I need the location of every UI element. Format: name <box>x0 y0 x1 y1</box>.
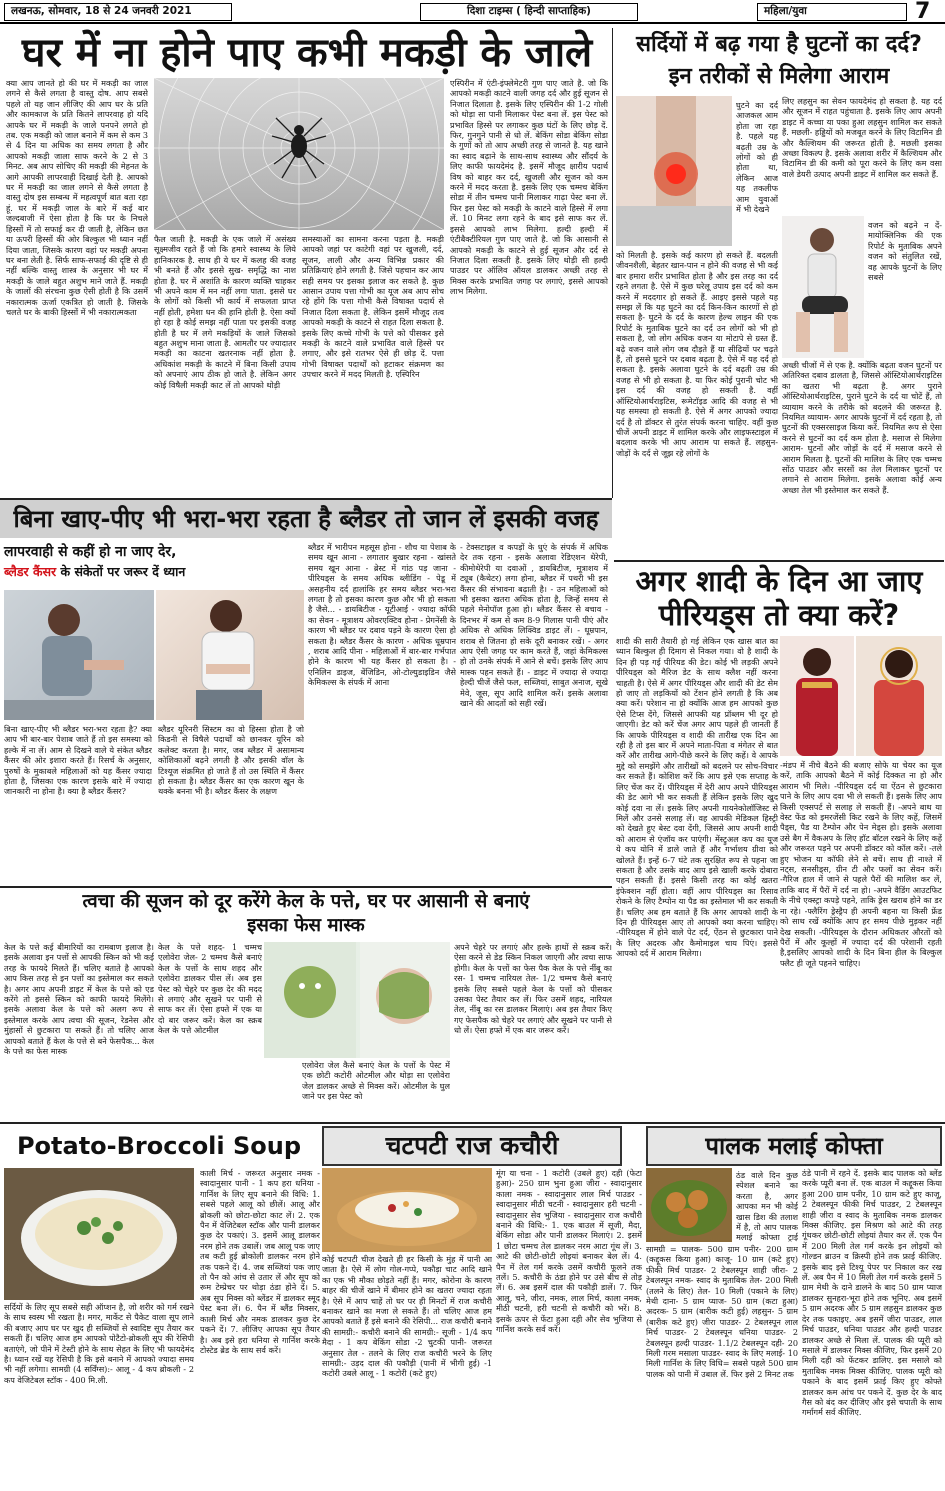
column-divider <box>612 28 613 498</box>
period-headline-line2: पीरियड्स तो क्या करें? <box>658 598 900 632</box>
bladder-headline: बिना खाए-पीए भी भरा-भरा रहता है ब्लैडर तो जान लें इसकी वजह <box>13 505 599 533</box>
woman-bladder-pain-photo-2 <box>156 590 304 720</box>
knee-column-2-mid: वजन को बढ़ने न दें- मायोक्लिनिक की एक रिपोर्ट के मुताबिक अपने वजन को संतुलित रखें, वह आपके घुटनों के लिए सबसे <box>868 220 942 283</box>
knee-photo-graphic <box>616 96 732 246</box>
kachori-photo <box>322 1168 492 1252</box>
woman-holding-knee-photo <box>782 216 864 358</box>
bladder-photo-1-graphic <box>4 590 154 720</box>
spider-column-4: एस्पिरीन में एंटी-इंफ्लेमेटरी गुण पाए जाते है. जो कि आपको मकड़ी काटने वाली जगह दर्द और हुई सूजन से निजात दिलाता है. इसके लिए एस्पिरीन की 1-2 गोली को थोड़ा सा पानी मिलाकर पेस्ट बना लें. इस पेस्ट को प्रभावित हिस्से पर लगाकर कुछ घंटों के लिए छोड़ दें. फिर, गुनगुने पानी से धो लें. बेकिंग सोडा बेकिंग सोडा के गुणों को तो आप अच्छी तरह से जानते है. यह खाने का स्वाद बढ़ाने के साथ-साथ स्वास्थ्य और सौंदर्य के लिए काफी फायदेमंद है. इसमें मौजूद क्षारीय पदार्थ विष को बाहर कर दर्द, खुजली और सूजन को कम करने में मदद करता है. इसके लिए एक चम्मच बेकिंग सोडा में तीन चम्मच पानी मिलाकर गाढ़ा पेस्ट बना लें. फिर इस पेस्ट को मकड़ी के काटने वाले हिस्से में लगा लें. 10 मिनट लगा रहने के बाद इसे साफ कर लें. इससे आपको लाभ मिलेगा. हल्दी हल्दी में एंटीबैक्टीरियल गुण पाए जाते है. जो कि आसानी से आपको मकड़ी के काटने से हुई सूजन और दर्द से निजात दिला सकती है. इसके लिए थोड़ी सी हल्दी पाउडर पर ऑलिव ऑयल डालकर अच्छी तरह से मिक्स करके प्रभावित जगह पर लगाएं, इससे आपको लाभ मिलेगा. <box>450 78 608 297</box>
bladder-column-1: बिना खाए-पीए भी ब्लैडर भरा-भरा रहता है? क्या आप भी बार-बार पेशाब जाते हैं तो इस समस्या को हल्के में ना लें। आम से दिखने वाले ये संकेत ब्लैडर कैंसर की ओर इशारा करते हैं। रिसर्च के अनुसार, पुरुषों के मुकाबले महिलाओं को यह कैंसर ज्यादा होता है, जिसका एक कारण इसके बारे में ज्यादा जानकारी ना होना है। क्या है ब्लैडर कैंसर? <box>4 724 152 797</box>
soup-column-2: काली मिर्च - जरूरत अनुसार नमक - स्वादानुसार पानी - 1 कप हरा धनिया - गार्निश के लिए सूप बनाने की विधि: 1. सबसे पहले आलू को छीलें। आलू और ब्रोकली को छोटा-छोटा काट लें। 2. एक पैन में वेजिटेबल स्टॉक और पानी डालकर कुछ देर पकाएं। 3. इसमें आलू डालकर नरम होने तक उबालें। जब आलू पक जाए तब कटी हुई ब्रोकोली डालकर नरम होने तक पकने दें। 4. जब सब्जियां पक जाए तो पैन को आंच से उतार लें और सूप को रूम टेम्प्रेचर पर थोड़ा ठंडा होने दें। 5. अब सूप मिक्स को ब्लेंडर में डालकर स्मूद पेस्ट बना लें। 6. पैन में ब्लैंड मिक्सर, काली मिर्च और नमक डालकर कुछ देर पकने दें। 7. लीजिए आपका सूप तैयार है। अब इसे हरा धनिया से गार्निश करके टोस्टेड ब्रेड के साथ सर्व करें। <box>200 1168 320 1355</box>
kofta-column-2: ठंडे पानी में रहने दें. इसके बाद पालक को ब्लेंड करके प्यूरी बना लें. एक बाउल में कद्दूकस किया हुआ 200 ग्राम पनीर, 10 ग्राम कटे हुए काजू, 2 टेबलस्पून फीकी मिर्च पाउडर, 2 टेबलस्पून शाही जीरा व स्वाद के मुताबिक नमक डालकर मिक्स कीजिए. इस मिश्रण को आटे की तरह गूंथकर छोटी-छोटी लोइयां तैयार कर लें. एक पैन में 200 मिली तेल गर्म करके इन लोइयों को गोल्डन ब्राउन व क्रिस्पी होने तक फ्राई कीजिए. इसके बाद इसे टिश्यू पेपर पर निकाल कर रख लें. अब पैन में 10 मिली तेल गर्म करके इसमें 5 ग्राम मेथी के दाने डालने के बाद 50 ग्राम प्याज डालकर सुनहरा-भूरा होने तक भूनिए. अब इसमें 5 ग्राम अदरक और 5 ग्राम लहसुन डालकर कुछ देर तक पकाइए. अब इसमें जीरा पाउडर, लाल मिर्च पाउडर, धनिया पाउडर और हल्दी पाउडर डालकर अच्छे से मिला लें. पालक की प्यूरी को मसाले में डालकर मिक्स कीजिए, फिर इसमें 20 मिली दही को फेंटकर डालिए. इस मसाले को मुताबिक नमक मिक्स कीजिए. पालक प्यूरी को पकाने के बाद इसमें फ्राई किए हुए कोफ्ते डालकर कम आंच पर पकने दें. कुछ देर के बाद गैस को बंद कर दीजिए और इसे चपाती के साथ गर्मागर्म सर्व कीजिए. <box>802 1168 942 1418</box>
kachori-graphic <box>322 1168 492 1252</box>
bladder-inset-rest: के संकेतों पर जरूर दें ध्यान <box>60 564 186 579</box>
knee-intro-text: घुटने का दर्द आजकल आम होता जा रहा है. पहले यह बढ़ती उम्र के लोगों को ही होता था, लेकिन आज यह तकलीफ आम युवाओं में भी देखने <box>736 100 778 215</box>
bride-photo-1-graphic <box>780 636 854 756</box>
section-divider <box>614 560 944 562</box>
bladder-cancer-red-label: ब्लैडर कैंसर <box>4 564 57 579</box>
knee-column-2-top: लिए लहसुन का सेवन फायदेमंद हो सकता है. यह दर्द और सूजन में राहत पहुंचाता है. इसके लिए आप अपनी डाइट में कच्चा या पका हुआ लहसुन शामिल कर सकते हैं. मछली- हड्डियों को मजबूत करने के लिए विटामिन डी और कैल्शियम की जरूरत होती है. मछली इसका अच्छा विकल्प है. इसके अलावा शरीर में कैल्शियम और विटामिन डी की कमी को पूरा करने के लिए कम वसा वाले डेयरी उत्पाद अपनी डाइट में शामिल कर सकते हैं. <box>782 96 942 179</box>
face-mask-photo <box>264 942 450 1058</box>
location-date: लखनऊ, सोमवार, 18 से 24 जनवरी 2021 <box>4 3 232 21</box>
skin-column-3: एलोवेरा जेल कैसे बनाएं केल के पत्तों के पेस्ट में एक छोटी कटोरी ओटमील और थोड़ा सा एलोवेरा जेल डालकर अच्छे से मिक्स करें। ओटमील के घुल जाने पर इस पेस्ट को <box>302 1060 450 1102</box>
page-header-strip <box>0 0 945 24</box>
knee-pain-photo <box>616 96 732 246</box>
kofta-photo <box>646 1168 732 1242</box>
spider-headline: घर में ना होने पाए कभी मकड़ी के जाले <box>21 30 593 76</box>
skin-column-4: अपने चेहरे पर लगाएं और हल्के हाथों से स्क्रब करें। ऐसा करने से डेड स्किन निकल जाएगी और त्वचा साफ होगी। केल के पत्तों का फेस पैक केल के पत्ते नींबू का रस- 1 चम्मच नारियल तेल- 1/2 चम्मच कैसे बनाएं इसके लिए सबसे पहले केल के पत्तों को पीसकर उसका पेस्ट तैयार कर लें। फिर उसमें शहद, नारियल तेल, नींबू का रस डालकर मिलाएं। अब इस तैयार किए गए फेसपैक को चेहरे पर लगाएं और सूखने पर पानी से धो लें। ऐसा हफ्ते में एक बार जरूर करें। <box>454 942 612 1036</box>
bride-photo-2 <box>856 636 942 756</box>
bladder-inset-line2 <box>4 562 304 582</box>
kofta-graphic <box>646 1168 732 1242</box>
knee-headline-line2: इन तरीकों से मिलेगा आराम <box>668 64 890 89</box>
section-label: महिला/युवा <box>757 3 907 21</box>
period-column-1: शादी की सारी तैयारी हो गई लेकिन एक खास बात का ध्यान बिल्कुल ही दिमाग से निकल गया। वो है शादी के दिन ही पड़ गई पीरियड की डेट। कोई भी लड़की अपने पीरियड्स को मैरिज डेट के साथ क्लैश नहीं करना चाहती है। ऐसे में अगर पीरियड्स और शादी की डेट सेम हो जाए तो लड़कियों को टेंशन होने लगती है कि अब क्या करें। परेशान ना हो क्योंकि आज हम आपको कुछ ऐसे टिप्स देंगे, जिससे आपकी यह प्रॉब्लम भी दूर हो जाएगी। डेट को करें चेंज अगर आप पहले ही जानती हैं कि आपके पीरियड्स व शादी की तारीख एक दिन आ रही है तो इस बार में अपने माता-पिता व मंगेतर से बात करें और तारीख आगे-पीछे करने के लिए कहें। वे आपके मुद्दे को समझेंगे और तारीखों को बदलने पर सोच-विचार कर सकते हैं। कोशिश करें कि आप इसे एक सप्ताह के लिए चेंज कर दें। पीरियड्स में देरी आप अपने पीरियड्स की डेट आगे भी कर सकती हैं लेकिन इसके लिए खुद कोई दवा ना लें। इसके लिए अपनी गायनेकोलॉजिस्ट से मिलें और उनसे सलाह लें। वह आपकी मेडिकल हिस्ट्री को देखते हुए बेस्ट दवा देंगी, जिससे आप अपनी शादी को आराम से एंजॉय कर पाएंगी। मेंस्ट्रुअल कप का यूज ये कप योनि में डाले जाते हैं और गर्भाशय ग्रीवा को खोलते हैं। इन्हें 6-7 घंटे तक सुरक्षित रूप से पहना जा सकता है और उसके बाद आप इसे खाली करके दोबारा पहन सकती हैं। इससे किसी तरह का कोई खतरा इंफेक्शन नहीं होता। वहीं आप पीरियड्स का रिसाव रोकने के लिए टैम्पोन या पैड का इस्तेमाल भी कर सकती हैं। चलिए अब हम बताते हैं कि अगर आपको शादी के दिन ही पीरियड्स आए तो आपको क्या करना चाहिए। -पीरियड्स में होने वाले पेट दर्द, ऐंठन से छुटकारा पाने के लिए अदरक और कैमोमाइल चाय पिएं। इससे आपको दर्द में आराम मिलेगा। <box>616 636 778 959</box>
bride-photo-1 <box>780 636 854 756</box>
spider-column-2: फैल जाती है. मकड़ी के एक जाले में असंख्य सूक्ष्मजीव रहते हैं जो कि हमारे स्वास्थ्य के लिये हानिकारक है. साथ ही ये घर में कलह की वजह भी बनते हैं और इससे सुख- समृद्धि का नाश होता है. घर में अशांति के कारण व्यक्ति चाहकर भी अपने काम में मन नहीं लगा पाता. इससे घर के लोगों को किसी भी कार्य में सफलता प्राप्त नहीं होती, हमेशा धन की हानि होती है. ऐसा क्यों हो रहा है कोई समझ नहीं पाता पर इसकी वजह होती है घर में लगे मकड़ियों के जाले जिसको बहुत अशुभ माना जाता है. आमतौर पर ज्यादातर मकड़ी का काटना खतरनाक नहीं होता है. अधिकांश मकड़ी के काटने में बिना किसी उपाय को अपनाएं आप ठीक हो जाते है. लेकिन अगर कोई विषैली मकड़ी काट लें तो आपको थोड़ी <box>154 234 296 390</box>
period-column-2: -मंडप में नीचे बैठने की बजाए सोफे या चेयर का यूज करें, ताकि आपको बैठने में कोई दिक्कत ना हो और आराम भी मिले। -पीरियड्स दर्द या ऐंठन से छुटकारा पाने के लिए आप दवा भी ले सकती हैं। इसके लिए आप किसी एक्सपर्ट से सलाह ले सकती हैं। -अपने बाथ या वेस्ट फेंड को इमरजेंसी किट रखने के लिए कहें, जिसमें पैड्स, पैड या टैम्पोन और पेन मेड्स हो। इसके अलावा उसे बैग में वैकअप के लिए हॉट बॉटल रखने के लिए कहें और जरूरत पड़ने पर अपनी डॉक्टर को कॉल करें। -तले हुए भोजन या कॉफी लेने से बचें। साथ ही नाश्ते में नट्स, सनसीड्स, ग्रीन टी और फलों का सेवन करें। -गैरिज हाल में जाने से पहले पैरों की मालिश कर लें, ताकि बाद में पैरों में दर्द ना हो। -अपने वैडिंग आउटफिट के नीचे एक्स्ट्रा कपड़े पहने, ताकि ड्रेस खराब होने का डर ना रहे। -फ्लैरिंग ड्रेस्ड्रैप ही अपनी बहना या किसी फ्रेंड को साथ रखें क्योंकि आप हर समय पीछे मुड़कर नहीं देख सकती। -पीरियड्स के दौरान अधिकतर औरतों को पैरों में और कूल्हों में ज्यादा दर्द की परेशानी रहती है,इसलिए आपको शादी के दिन बिना हील के बिल्कुल फ्लैट ही जूते पहनने चाहिए। <box>780 760 942 968</box>
kofta-column-1: सामग्री = पालक- 500 ग्राम पनीर- 200 ग्राम (कद्दूकस किया हुआ) काजू- 10 ग्राम (कटे हुए) फीकी मिर्च पाउडर- 2 टेबलस्पून शाही जीरा- 2 टेबलस्पून नमक- स्वाद के मुताबिक तेल- 200 मिली (तलने के लिए) तेल- 10 मिली (पकाने के लिए) मेथी दाना- 5 ग्राम प्याज- 50 ग्राम (कटा हुआ) अदरक- 5 ग्राम (बारीक कटी हुई) लहसुन- 5 ग्राम (बारीक कटे हुए) जीरा पाउडर- 2 टेबलस्पून लाल मिर्च पाउडर- 2 टेबलस्पून धनिया पाउडर- 2 टेबलस्पून हल्दी पाउडर- 1.1/2 टेबलस्पून दही- 20 मिली गरम मसाला पाउडर- स्वाद के लिए मलाई- 10 मिली गार्निश के लिए विधि= सबसे पहले 500 ग्राम पालक को पानी में उबाल लें. फिर इसे 2 मिनट तक <box>646 1244 798 1379</box>
bladder-inset-header <box>4 542 304 588</box>
newspaper-name: दिशा टाइम्स ( हिन्दी साप्ताहिक) <box>420 3 638 21</box>
spider-web-photo <box>154 78 444 230</box>
spider-column-3: समस्याओं का सामना करना पड़ता है. मकड़ी आपको जहां पर काटेगी वहां पर खुजली, दर्द, सूजन, लाली और अन्य विभिन्न प्रकार की प्रतिक्रियाएं होने लगती है. जिसे पहचान कर आप सही समय पर इसका इलाज कर सकते है. कुछ आसान उपाय पत्ता गोभी का यूज अब आप सोच रहे होंगे कि पत्ता गोभी कैसे विषाक्त पदार्थ से निजात दिला सकता है. लेकिन इसमें मौजूद तत्व आपको मकड़ी के काटने से राहत दिला सकता है. इसके लिए कच्चे गोभी के पत्ते को पीसकर इसे मकड़ी के काटने वाले प्रभावित वाले हिस्से पर लगाए, और इसे रातभर ऐसे ही छोड़ दें. पत्ता गोभी विषाक्त पदार्थों को हटाकर संक्रमण का उपचार करने में मदद मिलती है. एस्पिरिन <box>302 234 444 380</box>
skin-headline-line1: त्वचा की सूजन को दूर करेंगे केल के पत्ते, घर पर आसानी से बनाएं <box>82 891 530 912</box>
spider-web-icon <box>154 78 444 230</box>
soup-bowl-photo <box>4 1168 194 1300</box>
knee-column-2: अच्छी चीजों में से एक है. क्योंकि बढ़ता वजन घुटनों पर अतिरिक्त दबाव डालता है, जिससे ऑस्टियोआर्थराइटिस का खतरा भी बढ़ता है. अगर पुराने ऑस्टियोआर्थराइटिस, पुराने घुटने के दर्द या चोटें हैं, तो व्यायाम करने के तरीके को बदलने की जरूरत है. नियमित व्यायाम- अगर आपके घुटनों में दर्द रहता है, तो घुटनों की एक्सरसाइज किया करें. नियमित रूप से ऐसा करने से घुटनों का दर्द कम होता है. मसाज से मिलेगा आराम- घुटनों और जोड़ों के दर्द में मसाज करने से आराम मिलता है. घुटनों की मालिश के लिए एक चम्मच सोंठ पाउडर और सरसों का तेल मिलाकर घुटनों पर लगाने से आराम मिलेगा. इसके अलावा कोई अन्य अच्छा तेल भी इस्तेमाल कर सकते हैं. <box>782 360 942 495</box>
skin-column-2: केल के पत्ते शहद- 1 चम्मच एलोवेरा जेल- 2 चम्मच कैसे बनाएं केल के पत्तों के साथ शहद और एलोवेरा डालकर पीस लें। अब इस पेस्ट को चेहरे पर कुछ देर की मदद से लगाएं और सूखने पर पानी से साफ कर लें। ऐसा हफ्ते में एक या दो बार जरूर करें। केल का स्क्रब केल के पत्ते ओटमील <box>158 942 262 1036</box>
page-number: 7 <box>915 0 931 24</box>
skin-headline-line2: इसका फेस मास्क <box>247 915 365 936</box>
woman-bladder-pain-photo-1 <box>4 590 154 720</box>
section-divider <box>0 1122 945 1124</box>
bladder-column-3: ब्लैडर में भारीपन महसूस होना - शौच या पेशाब के समय खून आना - लगातार बुखार रहना - खांसते समय खून आना - ब्रेस्ट में गांठ पड़ जाना - पीरियड्स के समय अधिक ब्लीडिंग - पेडू में असहनीय दर्द हालांकि हर समय ब्लैडर भरा-भरा लगता है तो इसका कारण कुछ और भी हो सकता है जैसे... - डायबिटीज - यूटीआई - ज्यादा कॉफी का सेवन - मूत्राशय ओवरएक्टिव होना - प्रेगनेंसी के कारण भी ब्लैडर पर दबाव पड़ने के कारण ऐसा हो सकता है। ब्लैडर कैंसर के कारण - अधिक धूम्रपान , शराब आदि पीना - महिलाओं में बार-बार गर्भपात होने के कारण भी यह कैंसर हो सकता है। - एनिलिन डाइज, बेंजिडिन, ओ-टोल्युडाइडिन जैसे केमिकल्स के संपर्क में आना <box>308 542 456 688</box>
kachori-headline: चटपटी राज कचौरी <box>322 1126 622 1166</box>
knee-photo-2-graphic <box>782 216 864 358</box>
bladder-column-2: ब्लैडर यूरिनरी सिस्टम का वो हिस्सा होता है जो किडनी से विषैले पदार्थों को छानकर यूरिन को कलेक्ट करता है। मगर, जब ब्लैडर में असामान्य कोशिकाओं बढ़ने लगती है और इसकी वॉल के टिश्यूज संक्रमित हो जाते हैं तो उस स्थिति में कैंसर हो सकता है। ब्लैडर कैंसर का एक कारण खून के थक्के बनना भी है। ब्लैडर कैंसर के लक्षण <box>158 724 304 797</box>
kofta-headline: पालक मलाई कोफ्ता <box>646 1126 942 1166</box>
soup-column-1: सर्दियों के लिए सूप सबसे सही ऑप्शन है, जो शरीर को गर्म रखने के साथ स्वस्थ भी रखता है। मगर, मार्केट से पैकेट वाला सूप लाने की बजाए आप घर पर खुद ही सब्जियों से स्वादिष्ट सूप तैयार कर सकती हैं। चलिए आज हम आपको पोटैटो-ब्रोकली सूप की रेसिपी बताएंगे, जो पीने में टेस्टी होने के साथ सेहत के लिए भी फायदेमंद है। ध्यान रखें यह रेसिपी है कि इसे बनाने में आपको ज्यादा समय भी नहीं लगेगा। सामग्री (4 सर्विंग्स):- आलू - 4 कप ब्रोकली - 2 कप वेजिटेबल स्टॉक - 400 मि.ली. <box>4 1302 194 1385</box>
bladder-inset-line1: लापरवाही से कहीं हो ना जाए देर, <box>4 544 177 560</box>
bride-photo-2-graphic <box>856 636 942 756</box>
bladder-column-4: - टेक्सटाइल व कपड़ों के धुएं के संपर्क में अधिक देर तक रहना - इसके अलावा रेडिएशन थेरेपी, कीमोथेरेपी या दवाओं , डायबिटीज, मूत्राशय में ट्यूब (कैथेटर) लगा होना, ब्लैडर में पथरी भी इस कैंसर की संभावना बढ़ाती है। - उन महिलाओं को भी इसका खतरा अधिक होता है, जिन्हें समय से पहले मेनोपॉज हुआ हो। ब्लैडर कैंसर से बचाव - दिनभर में कम से कम 8-9 गिलास पानी पीएं और अधिक से अधिक लिक्विड डाइट लें। - धूम्रपान, शराब से जितना हो सके दूरी बनाकर रखें। - अगर आप ऐसी जगह पर काम करते हैं, जहां केमिकल्स हो तो उनके संपर्क में आने से बचें। इसके लिए आप मास्क पहन सकते हैं। - डाइट में ज्यादा से ज्यादा हेल्दी चीजें जैसे फल, सब्जियां, साबुत अनाज, सूखे मेवे, जूस, सूप आदि शामिल करें। इसके अलावा खाने की आदतों को सही रखें। <box>460 542 608 709</box>
soup-headline: Potato-Broccoli Soup <box>4 1126 314 1166</box>
section-divider <box>0 886 612 888</box>
kofta-intro-text: ठंड वाले दिन कुछ स्पेशल बनाने का करता है, अगर आपका मन भी कोई खास डिश की तलाश में है, तो आप पालक मलाई कोफ्ता ट्राई <box>736 1170 798 1242</box>
spider-column-1: क्या आप जानते हो की घर में मकड़ी का जाल लगने से कैसे लगता है वास्तु दोष. आप सबसे पहले तो यह जान लीजिए की आप घर के प्रति और कामकाज के प्रति कितने लापरवाह हो यदि आपके घर में मकड़ी के जाले पनपने लगते हो तब. एक मकड़ी को जाल बनाने में कम से कम 3 से 4 दिन या अधिक का समय लगता है और आपको मकड़ी जाला साफ करने के 2 से 3 मिनट. अब आप सोचिए की मकड़ी की मेहनत के आगे आपकी लापरवाही दिखाई देती है. आपको घर में मकड़ी का जाल लगने से कैसे लगता है वास्तु दोष इस सम्बन्ध में महत्वपूर्ण बात बता रहा हूं. घर में मकड़ी जाल के बारे में कई बार जल्दबाजी में ऐसा होता है कि घर के निचले हिस्सों में तो सफाई कर दी जाती है, लेकिन छत या ऊपरी हिस्सों की ओर बिल्कुल भी ध्यान नहीं दिया जाता, जिसके कारण वहां पर मकड़ी अपना घर बना लेती है. सिर्फ साफ-सफाई की दृष्टि से ही नहीं बल्कि वास्तु शास्त्र के अनुसार भी घर में मकड़ी के जाले बहुत अशुभ माने जाते हैं. मकड़ी के जालों की संरचना कुछ ऐसी होती है कि उसमें नकारात्मक ऊर्जा एकत्रित हो जाती है. जिसके चलते घर के बाकी हिस्सों में भी नकारात्मकता <box>6 78 148 317</box>
kachori-column-2: मूंग या चना - 1 कटोरी (उबले हुए) दही (फेटा हुआ)- 250 ग्राम भुना हुआ जीरा - स्वादानुसार काला नमक - स्वादानुसार लाल मिर्च पाउडर - स्वादानुसार मीठी चटनी - स्वादानुसार हरी चटनी - स्वादानुसार सेव भुजिया - स्वादानुसार राज कचौरी बनाने की विधि:- 1. एक बाउल में सूजी, मैदा, बेकिंग सोडा और पानी डालकर मिलाएं। 2. इसमें 1 छोटा चम्मच तेल डालकर नरम आटा गूंथ लें। 3. आटे की छोटी-छोटी लोइयां बनाकर बेल लें। 4. पैन में तेल गर्म करके उसमें कचौरी फूलने तक तलें। 5. कचौरी के ठंडा होने पर उसे बीच से तोड़ लें। 6. अब इसमें दाल की पकौड़ी डालें। 7. फिर आलू, चने, जीरा, नमक, लाल मिर्च, काला नमक, मीठी चटनी, हरी चटनी से कचौरी को भरें। 8. इसके ऊपर से फेंटा हुआ दही और सेव भुजिया से गार्निश करके सर्व करें। <box>496 1168 642 1335</box>
period-headline-line1: अगर शादी के दिन आ जाए <box>635 564 923 598</box>
kachori-column-1: कोई चटपटी चीज देखते ही हर किसी के मुंह में पानी आ जाता है। ऐसे में लोग गोल-गप्पे, पकौड़ा चाट आदि खाने का एक भी मौका छोड़ते नहीं हैं। मगर, कोरोना के कारण बाहर की चीजें खाने में बीमार होने का खतरा ज्यादा रहता है। ऐसे में आप चाहें तो घर पर ही मिनटों में राज कचौरी बनाकर खाने का मजा ले सकते हैं। तो चलिए आज हम आपको बताते हैं इसे बनाने की रेसिपी... राज कचौरी बनाने की सामग्री:- कचौरी बनाने की सामग्री:- सूजी - 1/4 कप मैदा - 1 कप बेकिंग सोडा -2 चुटकी पानी- जरूरत अनुसार तेल - तलने के लिए राज कचौरी भरने के लिए सामग्री:- उड़द दाल की पकौड़ी (पानी में भीगी हुई) -1 कटोरी उबले आलू - 1 कटोरी (कटे हुए) <box>322 1254 492 1379</box>
skin-column-1: केल के पत्ते कई बीमारियों का रामबाण इलाज है। इसके अलावा इन पत्तों से आपकी स्किन को भी कई तरह के फायदे मिलते हैं। चलिए बताते है आपको आप किस तरह से इन पत्तों का इस्तेमाल कर सकते है। अगर आप अपनी डाइट में केल के पत्ते को एड करेंगे तो इससे स्किन को काफी फायदे मिलेंगे। इसके अलावा केल के पत्ते को अलग रूप से इस्तेमाल करके आप त्वचा की सूजन, रेडनेस और मुंहासों से छुटकारा पा सकते हैं। तो चलिए आज आपको बताते हैं केल के पत्ते से बने फेसपैक... केल के पत्ते का फेस मास्क <box>4 942 154 1057</box>
knee-column-1: को मिलती है. इसके कई कारण हो सकते हैं. बदलती जीवनशैली, बेहतर खान-पान न होने की वजह से भी कई बार हमारा शरीर प्रभावित होता है और इस तरह का दर्द रहने लगता है. ऐसे में कुछ घरेलू उपाय इस दर्द को कम करने में मददगार हो सकते हैं. आइए इससे पहले यह समझ लें कि यह घुटने का दर्द किन-किन कारणों से हो सकता है- घुटने के दर्द के कारण हेल्थ लाइन की एक रिपोर्ट के मुताबिक घुटने का दर्द उन लोगों को भी हो सकता है, जो लोग अधिक वजन या मोटापे से ग्रस्त हैं. बढ़े वजन वाले लोग जब दौड़ते हैं या सीढ़ियों पर चढ़ते हैं, तो इससे घुटने पर दबाव बढ़ता है. ऐसे में यह दर्द हो सकता है. इसके अलावा घुटने के दर्द बढ़ती उम्र की वजह से भी हो सकता है. या फिर कोई पुरानी चोट भी इस दर्द की वजह हो सकती है. वहीं ऑस्टियोआर्थराइटिस, रूमेटॉइड आदि की वजह से भी यह समस्या हो सकती है. ऐसे में अगर आपको ज्यादा दर्द है तो डॉक्टर से तुरंत संपर्क करना चाहिए. वहीं कुछ चीजें अपनी डाइट में शामिल करके और लाइफस्टाइल में बदलाव करके भी आप आराम पा सकते हैं. लहसुन- जोड़ों के दर्द से जूझ रहे लोगों के <box>616 250 778 458</box>
bladder-photo-2-graphic <box>156 590 304 720</box>
soup-bowl-graphic <box>4 1168 194 1300</box>
face-mask-graphic <box>264 942 450 1058</box>
knee-headline-line1: सर्दियों में बढ़ गया है घुटनों का दर्द? <box>636 32 922 57</box>
